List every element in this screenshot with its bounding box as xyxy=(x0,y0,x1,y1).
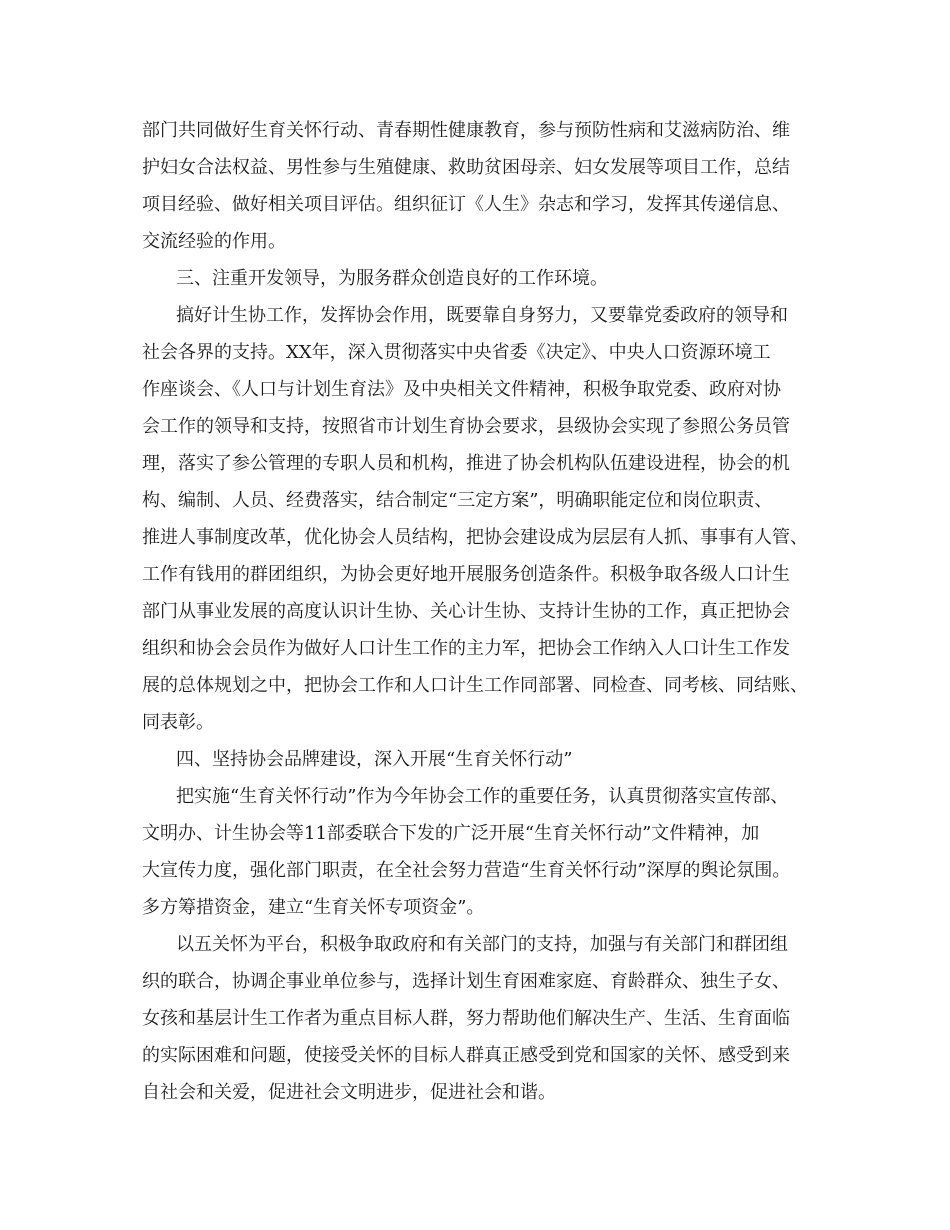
text-line: 展的总体规划之中，把协会工作和人口计生工作同部署、同检查、同考核、同结账、 xyxy=(142,675,808,696)
text-line: 搞好计生协工作，发挥协会作用，既要靠自身努力，又要靠党委政府的领导和 xyxy=(176,305,788,326)
text-line: 推进人事制度改革，优化协会人员结构，把协会建设成为层层有人抓、事事有人管、 xyxy=(142,527,808,548)
text-line: 交流经验的作用。 xyxy=(142,231,286,252)
text-line: 自社会和关爱，促进社会文明进步，促进社会和谐。 xyxy=(142,1082,556,1103)
text-line: 理，落实了参公管理的专职人员和机构，推进了协会机构队伍建设进程，协会的机 xyxy=(142,453,790,474)
text-line: 的实际困难和问题，使接受关怀的目标人群真正感受到党和国家的关怀、感受到来 xyxy=(142,1045,790,1066)
text-line: 作座谈会、《人口与计划生育法》及中央相关文件精神，积极争取党委、政府对协 xyxy=(142,379,781,400)
text-line: 文明办、计生协会等11部委联合下发的广泛开展“生育关怀行动”文件精神，加 xyxy=(142,823,760,844)
text-line: 大宣传力度，强化部门职责，在全社会努力营造“生育关怀行动”深厚的舆论氛围。 xyxy=(142,860,791,881)
text-line: 社会各界的支持。XX年，深入贯彻落实中央省委《决定》、中央人口资源环境工 xyxy=(142,342,771,363)
text-line: 女孩和基层计生工作者为重点目标人群，努力帮助他们解决生产、生活、生育面临 xyxy=(142,1008,790,1029)
text-line: 部门从事业发展的高度认识计生协、关心计生协、支持计生协的工作，真正把协会 xyxy=(142,601,790,622)
text-line: 组织和协会会员作为做好人口计生工作的主力军，把协会工作纳入人口计生工作发 xyxy=(142,638,790,659)
document-body xyxy=(142,112,832,1111)
text-line: 把实施“生育关怀行动”作为今年协会工作的重要任务，认真贯彻落实宣传部、 xyxy=(176,786,789,807)
text-line: 多方筹措资金，建立“生育关怀专项资金”。 xyxy=(142,897,485,918)
text-line: 会工作的领导和支持，按照省市计划生育协会要求，县级协会实现了参照公务员管 xyxy=(142,416,790,437)
text-line: 护妇女合法权益、男性参与生殖健康、救助贫困母亲、妇女发展等项目工作，总结 xyxy=(142,157,790,178)
text-line: 部门共同做好生育关怀行动、青春期性健康教育，参与预防性病和艾滋病防治、维 xyxy=(142,120,790,141)
text-line: 构、编制、人员、经费落实，结合制定“三定方案”，明确职能定位和岗位职责、 xyxy=(142,490,773,511)
text-line: 同表彰。 xyxy=(142,712,214,733)
text-line: 以五关怀为平台，积极争取政府和有关部门的支持，加强与有关部门和群团组 xyxy=(176,934,788,955)
text-line: 织的联合，协调企事业单位参与，选择计划生育困难家庭、育龄群众、独生子女、 xyxy=(142,971,790,992)
text-line: 工作有钱用的群团组织，为协会更好地开展服务创造条件。积极争取各级人口计生 xyxy=(142,564,790,585)
text-line: 项目经验、做好相关项目评估。组织征订《人生》杂志和学习，发挥其传递信息、 xyxy=(142,194,790,215)
section-heading-3: 三、注重开发领导，为服务群众创造良好的工作环境。 xyxy=(176,268,608,289)
section-heading-4: 四、坚持协会品牌建设，深入开展“生育关怀行动” xyxy=(176,749,573,770)
